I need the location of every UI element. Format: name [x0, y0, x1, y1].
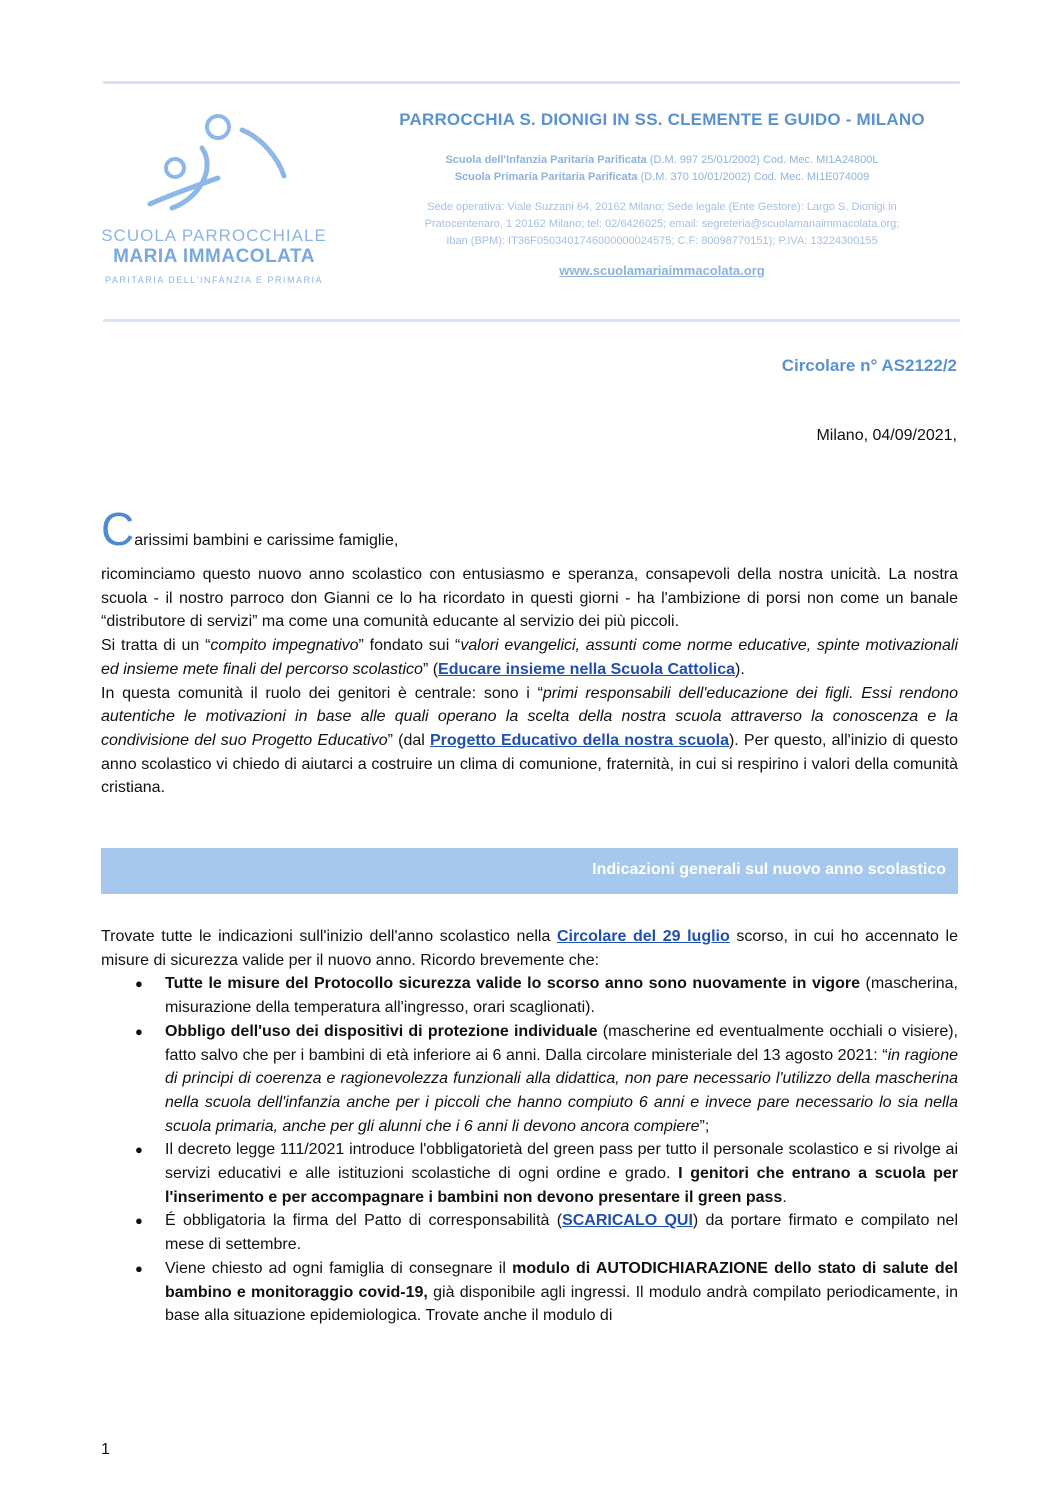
- text-span: É obbligatoria la firma del Patto di corresponsabilità (: [165, 1212, 563, 1230]
- list-item: [101, 1138, 958, 1209]
- text-span: ” fondato sui “: [358, 637, 461, 655]
- school-infanzia-line: [352, 152, 972, 169]
- logo-line-3: PARITARIA DELL'INFANZIA E PRIMARIA: [105, 275, 323, 285]
- address-line-3: Iban (BPM): IT36F0503401746000000024575; C.F: 80098770151); P.IVA: 13224300155: [446, 235, 878, 247]
- school-primaria-name: Scuola Primaria Paritaria Parificata: [454, 171, 638, 183]
- text-span: Si tratta di un “: [101, 637, 211, 655]
- website-line: [352, 263, 972, 278]
- italic-quote: in ragione di principi di coerenza e ragionevolezza funzionali alla didattica, non pare necessario l'utilizzo della mascherina nella scuola dell'infanzia anche per i piccoli che hanno compiuto 6 anni e invece pare necessario lo sia nella scuola primaria, anche per gli alunni che i 6 anni li devono ancora compiere: [165, 1046, 958, 1135]
- parish-title: PARROCCHIA S. DIONIGI IN SS. CLEMENTE E GUIDO - MILANO: [399, 110, 925, 129]
- bold-span: modulo di AUTODICHIARAZIONE dello stato di salute del bambino e monitoraggio covid-19,: [165, 1259, 959, 1301]
- text-span: ).: [735, 660, 745, 678]
- italic-quote: valori evangelici, assunti come norme educative, spinte motivazionali ed insieme mete finali del percorso scolastico: [101, 637, 959, 678]
- text-span: Viene chiesto ad ogni famiglia di consegnare il: [165, 1259, 513, 1277]
- text-span: Il decreto legge 111/2021 introduce l'obbligatorietà del green pass per tutto il personale scolastico e si rivolge ai servizi educativi e alle istituzioni scolastiche di ogni ordine e grado.: [165, 1141, 958, 1183]
- logo-line-2: MARIA IMMACOLATA: [113, 246, 315, 267]
- school-infanzia-name: Scuola dell'Infanzia Paritaria Parificata: [445, 154, 647, 166]
- school-logo: [100, 108, 328, 293]
- text-span: ). Per questo, all'inizio di questo anno scolastico vi chiedo di aiutarci a costruire un clima di comunione, fraternità, in cui si respirino i valori della comunità cristiana.: [101, 731, 958, 797]
- bold-span: I genitori che entrano a scuola per l'inserimento e per accompagnare i bambini non devono presentare il green pass: [165, 1165, 958, 1206]
- measures-list: [101, 972, 958, 1328]
- letter-date: Milano, 04/09/2021,: [816, 427, 957, 444]
- section-text: [101, 925, 958, 1328]
- italic-quote: primi responsabili dell'educazione dei figli. Essi rendono autentiche le motivazioni in base alle quali operano la scelta della nostra scuola attraverso la conoscenza e la condivisione del suo Progetto Educativo: [101, 684, 958, 749]
- scaricalo-qui-link[interactable]: SCARICALO QUI: [562, 1212, 693, 1230]
- text-span: ” (: [422, 660, 439, 678]
- bold-span: Tutte le misure del Protocollo sicurezza valide lo scorso anno sono nuovamente in vigore: [165, 975, 860, 993]
- intro-text: [101, 563, 958, 800]
- school-infanzia-code: (D.M. 997 25/01/2002) Cod. Mec. MI1A24800L: [646, 154, 879, 166]
- children-logo-icon: [142, 108, 287, 218]
- greeting: [101, 503, 399, 555]
- page-number: 1: [101, 1441, 110, 1458]
- school-primaria-line: [352, 169, 972, 186]
- text-span: già disponibile agli ingressi. Il modulo andrà compilato periodicamente, in base alla situazione epidemiologica. Trovate anche il modulo di: [165, 1283, 959, 1325]
- text-span: In questa comunità il ruolo dei genitori è centrale: sono i “: [101, 684, 543, 702]
- website-link[interactable]: www.scuolamariaimmacolata.org: [559, 263, 765, 278]
- text-span: ” (dal: [387, 731, 430, 749]
- intro-paragraph-2: [101, 634, 958, 681]
- drop-cap: C: [101, 503, 135, 555]
- header-bottom-rule: [103, 319, 960, 322]
- list-item: [101, 972, 958, 1019]
- greeting-text: arissimi bambini e carissime famiglie,: [134, 532, 399, 549]
- list-item: [101, 1209, 958, 1256]
- address-line-1: Sede operativa: Viale Suzzani 64, 20162 Milano; Sede legale (Ente Gestore): Largo S. Dionigi in: [427, 201, 897, 213]
- intro-paragraph-3: [101, 682, 958, 801]
- header-top-rule: [103, 81, 960, 84]
- section-lead: [101, 925, 958, 972]
- italic-span: compito impegnativo: [210, 637, 359, 655]
- circolare-29-luglio-link[interactable]: Circolare del 29 luglio: [556, 928, 730, 945]
- progetto-educativo-link[interactable]: Progetto Educativo della nostra scuola: [430, 731, 729, 749]
- school-primaria-code: (D.M. 370 10/01/2002) Cod. Mec. MI1E074009: [637, 171, 870, 183]
- bold-span: Obbligo dell'uso dei dispositivi di protezione individuale: [165, 1022, 598, 1040]
- intro-paragraph-1: ricominciamo questo nuovo anno scolastico con entusiasmo e speranza, consapevoli della nostra unicità. La nostra scuola - il nostro parroco don Gianni ce lo ha ricordato in questi giorni - ha l'ambizione di porsi non come un banale “distributore di servizi” ma come una comunità educante al servizio dei più piccoli.: [101, 566, 958, 631]
- text-span: scorso, in cui ho accennato le misure di sicurezza valide per il nuovo anno. Ricordo brevemente che:: [101, 928, 959, 969]
- logo-line-1: SCUOLA PARROCCHIALE: [101, 226, 327, 245]
- address-line-2: Pratocentenaro, 1 20162 Milano; tel: 02/6426025; email: segreteria@scuolamariaimmacolata.org;: [424, 218, 900, 230]
- text-span: ”;: [699, 1117, 710, 1135]
- text-span: .: [782, 1188, 787, 1206]
- section-title: Indicazioni generali sul nuovo anno scolastico: [592, 861, 946, 878]
- list-item: [101, 1257, 958, 1328]
- educare-insieme-link[interactable]: Educare insieme nella Scuola Cattolica: [438, 660, 736, 678]
- text-span: (mascherina, misurazione della temperatura all'ingresso, orari scaglionati).: [165, 975, 959, 1017]
- circular-number: Circolare n° AS2122/2: [781, 356, 957, 375]
- text-span: (mascherine ed eventualmente occhiali o visiere), fatto salvo che per i bambini di età inferiore ai 6 anni. Dalla circolare ministeriale del 13 agosto 2021: “: [165, 1022, 958, 1064]
- text-span: ) da portare firmato e compilato nel mese di settembre.: [165, 1212, 959, 1254]
- address-block: [352, 199, 972, 250]
- list-item: [101, 1020, 958, 1139]
- section-header-bar: [101, 848, 958, 894]
- text-span: Trovate tutte le indicazioni sull'inizio dell'anno scolastico nella: [101, 928, 557, 945]
